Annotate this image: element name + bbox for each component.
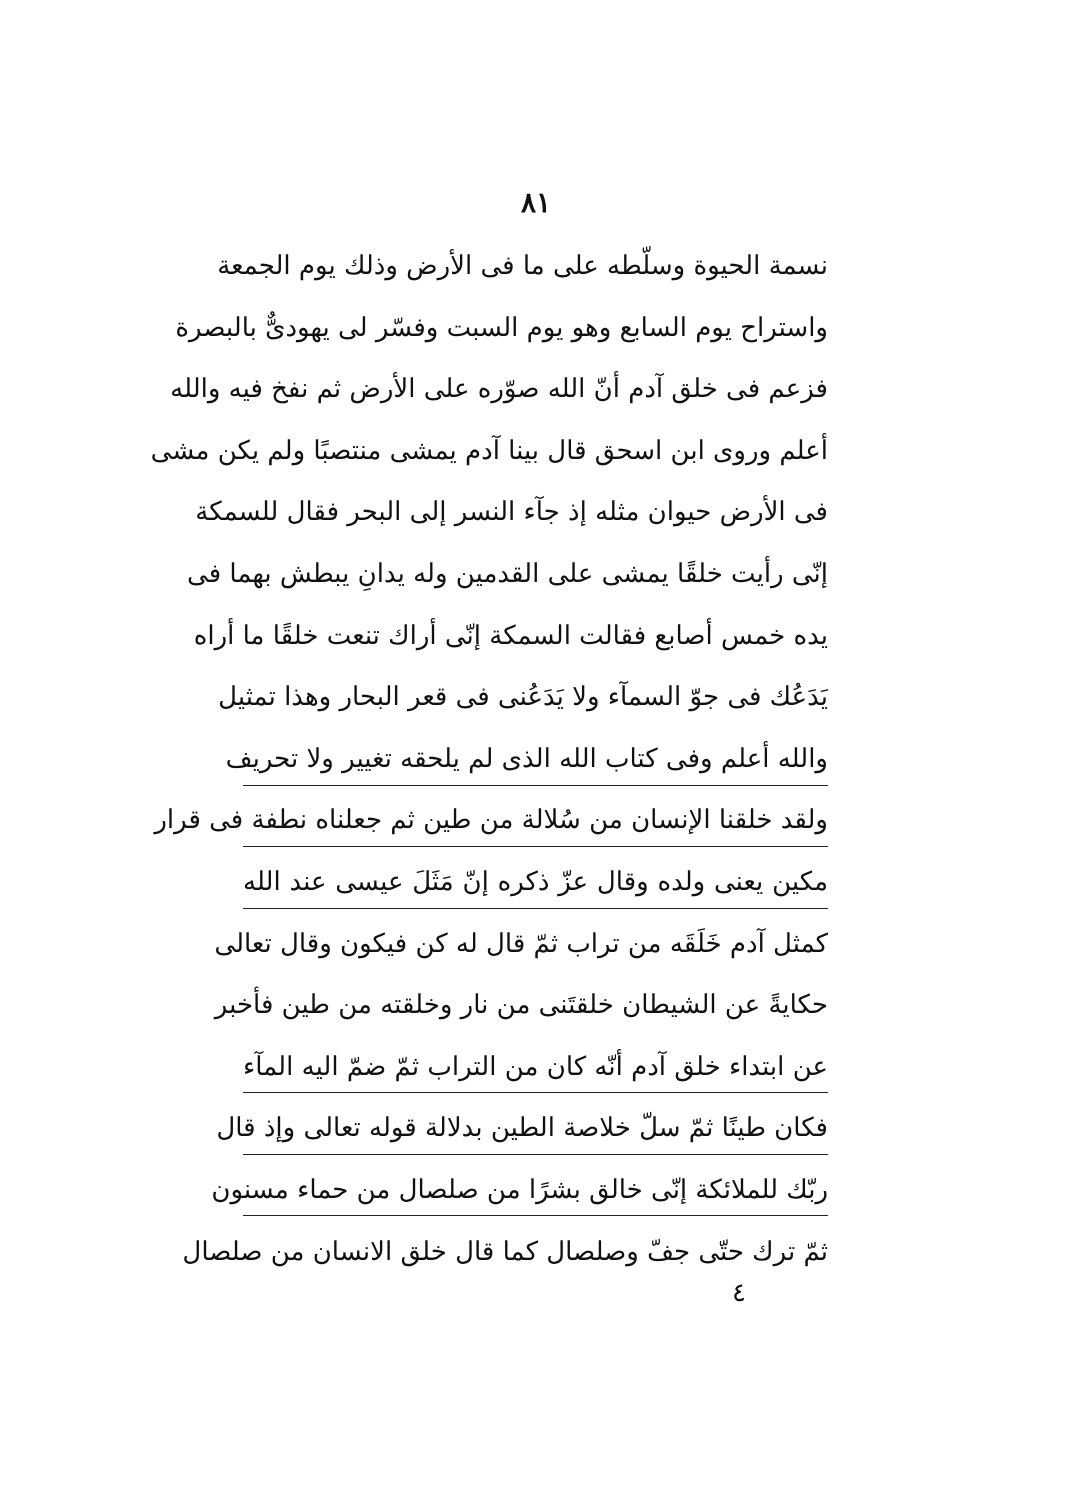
text-line-14: عن ابتداء خلق آدم أنّه كان من التراب ثمّ ضمّ اليه المآء	[243, 1051, 828, 1082]
underline-rule	[243, 846, 828, 847]
text-line-17: ثمّ ترك حتّى جفّ وصلصال كما قال خلق الانسان من صلصال	[182, 1236, 828, 1267]
text-line-9: والله أعلم وفى كتاب الله الذى لم يلحقه تغيير ولا تحريف	[225, 743, 828, 774]
text-line-10: ولقد خلقنا الإنسان من سُلالة من طين ثم جعلناه نطفة فى قرار	[154, 805, 828, 836]
text-line-15: فكان طينًا ثمّ سلّ خلاصة الطين بدلالة قوله تعالى وإذ قال	[216, 1113, 828, 1144]
text-line-7: يده خمس أصابع فقالت السمكة إنّى أراك تنعت خلقًا ما أراه	[193, 620, 828, 651]
body-text	[150, 236, 828, 1283]
text-line-13: حكايةً عن الشيطان خلقتَنى من نار وخلقته من طين فأخبر	[214, 990, 828, 1021]
text-line-6: إنّى رأيت خلقًا يمشى على القدمين وله يدانِ يبطش بهما فى	[187, 558, 828, 589]
underline-rule	[243, 1154, 828, 1155]
underline-rule	[243, 785, 828, 786]
text-line-12: كمثل آدم خَلَقَه من تراب ثمّ قال له كن فيكون وقال تعالى	[214, 928, 828, 959]
text-line-2: واستراح يوم السابع وهو يوم السبت وفسّر لى يهودىٌّ بالبصرة	[175, 312, 828, 343]
text-line-11: مكين يعنى ولده وقال عزّ ذكره إنّ مَثَلَ عيسى عند الله	[243, 866, 828, 897]
page-number: ٨١	[520, 186, 552, 219]
text-line-3: فزعم فى خلق آدم أنّ الله صوّره على الأرض ثم نفخ فيه والله	[170, 374, 828, 405]
text-line-1: نسمة الحيوة وسلّطه على ما فى الأرض وذلك يوم الجمعة	[217, 251, 828, 281]
text-line-8: يَدَعُك فى جوّ السمآء ولا يَدَعُنى فى قعر البحار وهذا تمثيل	[218, 682, 828, 713]
underline-rule	[243, 1092, 828, 1093]
signature-mark: ٤	[732, 1278, 746, 1308]
underline-rule	[243, 908, 828, 909]
underline-rule	[243, 1215, 828, 1216]
text-line-5: فى الأرض حيوان مثله إذ جآء النسر إلى البحر فقال للسمكة	[195, 497, 828, 528]
text-line-4: أعلم وروى ابن اسحق قال بينا آدم يمشى منتصبًا ولم يكن مشى	[150, 435, 828, 466]
text-line-16: ربّك للملائكة إنّى خالق بشرًا من صلصال من حماء مسنون	[211, 1174, 828, 1205]
